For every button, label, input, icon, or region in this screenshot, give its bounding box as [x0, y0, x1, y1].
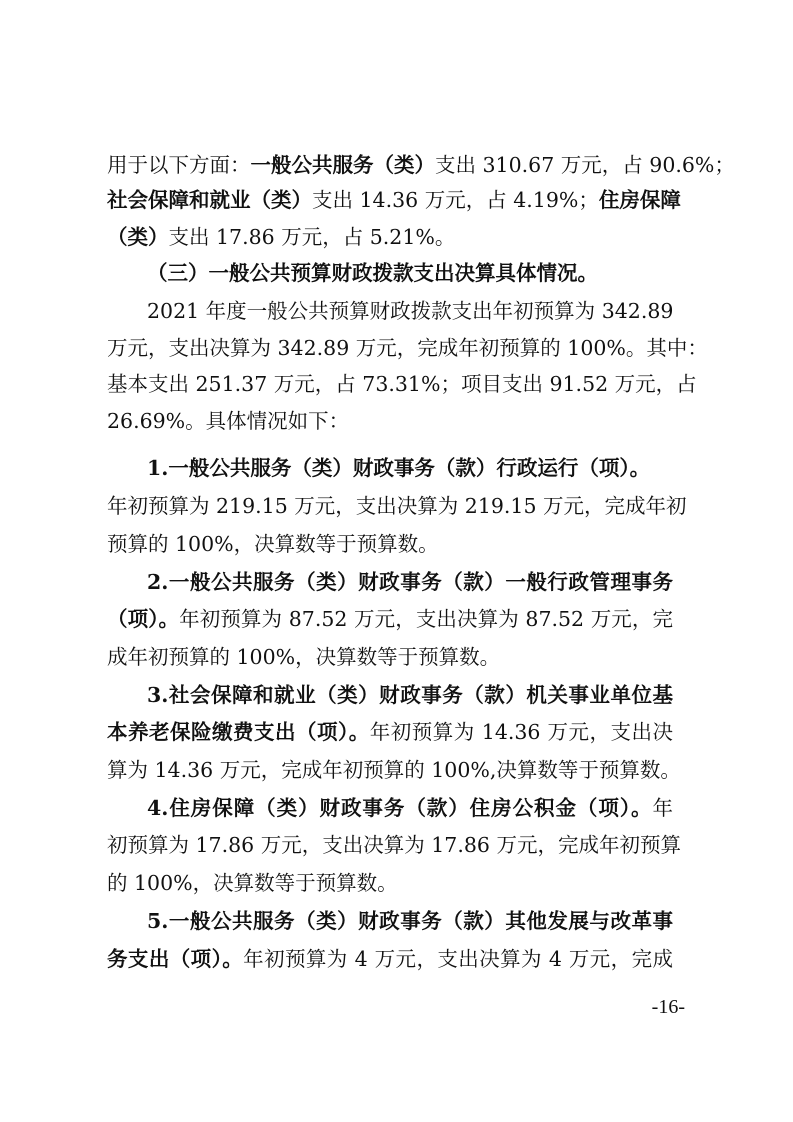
p-summary-line-3	[107, 369, 697, 399]
p-item5-line-1	[147, 906, 673, 936]
p-intro-line-1	[107, 150, 735, 180]
p-item1-line-2	[107, 491, 687, 521]
bold-text-segment: 4.住房保障（类）财政事务（款）住房公积金（项）。	[147, 796, 653, 820]
p-intro-line-2	[107, 185, 681, 215]
p-intro-line-3	[107, 222, 673, 252]
p-heading3-line-1	[147, 258, 673, 288]
text-segment: 用于以下方面：	[107, 153, 251, 177]
text-segment: 年初预算为 4 万元，支出决算为 4 万元，完成	[243, 947, 674, 971]
p-item4-line-3	[107, 868, 673, 898]
text-segment: 年初预算为 14.36 万元，支出决	[369, 720, 673, 744]
p-item3-line-3	[107, 755, 681, 785]
bold-text-segment: （项）。	[107, 607, 180, 631]
text-segment: 万元，支出决算为 342.89 万元，完成年初预算的 100%。其中：	[107, 336, 708, 360]
bold-text-segment: 5.一般公共服务（类）财政事务（款）其他发展与改革事	[147, 909, 673, 933]
bold-text-segment: 社会保障和就业（类）	[107, 188, 312, 212]
bold-text-segment: 1.一般公共服务（类）财政事务（款）行政运行（项）。	[147, 456, 651, 480]
p-summary-line-2	[107, 333, 708, 363]
p-item4-line-2	[107, 830, 681, 860]
text-segment: 算为 14.36 万元，完成年初预算的 100%,决算数等于预算数。	[107, 758, 681, 782]
p-item3-line-2	[107, 717, 673, 747]
bold-text-segment: （类）	[107, 225, 169, 249]
text-segment: 2021 年度一般公共预算财政拨款支出年初预算为 342.89	[147, 299, 674, 323]
p-item3-line-1	[147, 680, 673, 710]
text-segment: 支出 310.67 万元，占 90.6%；	[435, 153, 735, 177]
p-item2-line-3	[107, 642, 673, 672]
text-segment: 基本支出 251.37 万元，占 73.31%；项目支出 91.52 万元，占	[107, 372, 697, 396]
text-segment: 初预算为 17.86 万元，支出决算为 17.86 万元，完成年初预算	[107, 833, 681, 857]
p-summary-line-1	[147, 296, 673, 326]
p-item2-line-1	[147, 567, 673, 597]
p-summary-line-4	[107, 406, 673, 436]
bold-text-segment: 一般公共服务（类）	[250, 153, 435, 177]
bold-text-segment: （三）一般公共预算财政拨款支出决算具体情况。	[147, 261, 598, 285]
text-segment: 支出 17.86 万元，占 5.21%。	[168, 225, 456, 249]
text-segment: 成年初预算的 100%，决算数等于预算数。	[107, 645, 501, 669]
text-segment: 预算的 100%，决算数等于预算数。	[107, 532, 439, 556]
text-segment: 支出 14.36 万元，占 4.19%；	[312, 188, 599, 212]
p-item2-line-2	[107, 604, 673, 634]
bold-text-segment: 2.一般公共服务（类）财政事务（款）一般行政管理事务	[147, 570, 673, 594]
bold-text-segment: 住房保障	[598, 188, 681, 212]
p-item4-line-1	[147, 793, 673, 823]
bold-text-segment: 务支出（项）。	[107, 947, 244, 971]
text-segment: 26.69%。具体情况如下：	[107, 409, 350, 433]
page-number: -16-	[651, 996, 685, 1018]
text-segment: 年初预算为 87.52 万元，支出决算为 87.52 万元，完	[179, 607, 673, 631]
p-item1-line-1	[147, 453, 673, 483]
p-item1-line-3	[107, 529, 673, 559]
text-segment: 年	[652, 796, 673, 820]
p-item5-line-2	[107, 944, 673, 974]
text-segment: 的 100%，决算数等于预算数。	[107, 871, 398, 895]
text-segment: 年初预算为 219.15 万元，支出决算为 219.15 万元，完成年初	[107, 494, 687, 518]
bold-text-segment: 本养老保险缴费支出（项）。	[107, 720, 370, 744]
bold-text-segment: 3.社会保障和就业（类）财政事务（款）机关事业单位基	[147, 683, 673, 707]
